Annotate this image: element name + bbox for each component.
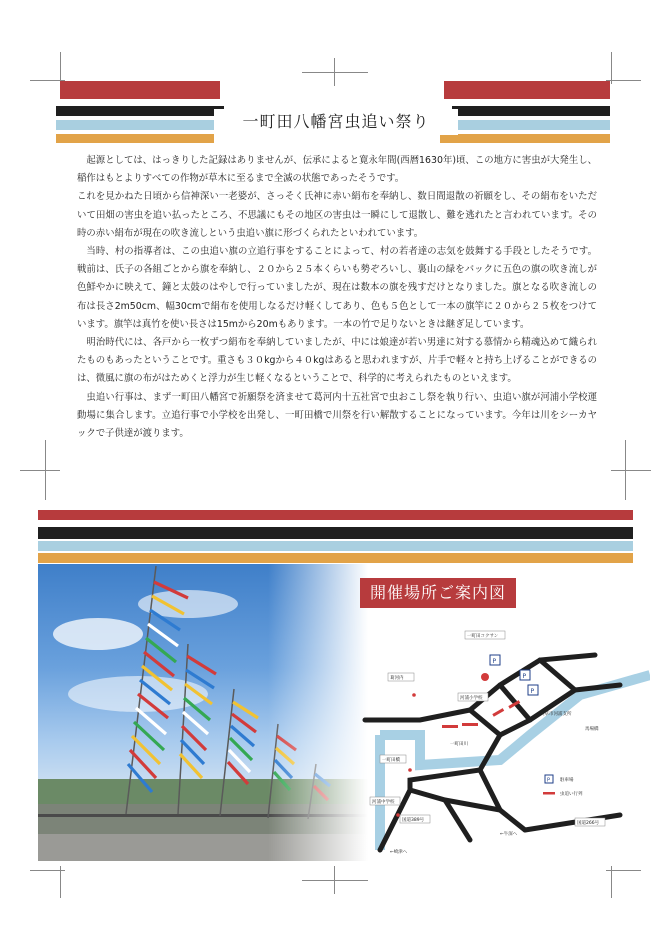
svg-text:P: P <box>530 688 535 695</box>
crop-mark <box>625 440 626 500</box>
header-stripe-orange-right <box>440 134 610 143</box>
map-label-bridge: 一町田橋 <box>382 758 400 763</box>
svg-text:P: P <box>522 673 527 680</box>
map-label-to-left: ←崎津へ <box>390 850 408 855</box>
access-map <box>350 615 650 865</box>
crop-mark <box>60 52 61 84</box>
map-label-bridge2: 馬場橋 <box>585 727 599 732</box>
svg-text:P: P <box>547 777 551 784</box>
map-label-route389: 国道389号 <box>402 818 425 823</box>
header-stripe-red-left <box>60 81 220 99</box>
map-label-office: 天草市河浦支所 <box>540 712 572 717</box>
header-stripe-blue-right <box>446 120 610 130</box>
crop-mark <box>611 866 612 898</box>
header-stripe-red-right <box>444 81 610 99</box>
crop-mark <box>611 52 612 84</box>
map-label-route266: 国道266号 <box>577 821 600 826</box>
map-label-to-right: ←牛深へ <box>500 832 518 837</box>
article-body <box>77 152 597 443</box>
marker <box>412 693 416 697</box>
divider-stripe-orange <box>38 553 633 563</box>
map-label-school: 河浦小学校 <box>460 696 483 701</box>
paragraph: 当時、村の指導者は、この虫追い旗の立追行事をすることによって、村の若者達の志気を鼓舞する手段としたそうです。戦前は、氏子の各組ごとから旗を奉納し、２０から２５本くらいも勢ぞろいし、裏山の緑をバックに五色の旗の吹き流しが色鮮やかに映えて、鐘と太鼓のはやしで行っていましたが、現在は数本の旗を残すだけとなりました。旗となる吹き流しの布は長さ2m50cm、幅30cmで絹布を使用しなるだけ軽くしてあり、色も５色として一本の旗竿に２０から２５枚をつけています。旗竿は真竹を使い長さは15mから20mもあります。一本の竹で足りないときは継ぎ足しています。 <box>77 246 597 330</box>
divider-stripe-blue <box>38 541 633 551</box>
paragraph: 明治時代には、各戸から一枚ずつ絹布を奉納していましたが、中には娘達が若い男達に対する慕情から精魂込めて織られたものもあったということです。重さも３０kgから４０kgはあると思われますが、片手で軽々と持ち上げることができるのは、微風に旗の布がはためくと浮力が生じ軽くなるということで、科学的に考えられたものといえます。 <box>77 337 597 385</box>
crop-mark <box>302 72 368 73</box>
svg-text:P: P <box>492 658 497 665</box>
paragraph: これを見かねた日頃から信神深い一老婆が、さっそく氏神に赤い絹布を奉納し、数日間退散の祈願をし、その絹布をいただいて田畑の害虫を追い払ったところ、不思議にもその地区の害虫は一瞬にして退散し、難を逃れたと言われています。その時の赤い絹布が現在の吹き流しという虫追い旗に形づくられたといわれています。 <box>77 191 597 239</box>
divider-stripe-black <box>38 527 633 539</box>
parking-icon <box>520 670 530 680</box>
map-title: 開催場所ご案内図 <box>360 578 516 608</box>
crop-mark <box>60 866 61 898</box>
paragraph: 起源としては、はっきりした記録はありませんが、伝承によると寛永年間(西暦1630年)頃、この地方に害虫が大発生し、稲作はもとよりすべての作物が草木に至るまで全滅の状態であったそうです。 <box>77 155 597 185</box>
crop-mark <box>20 470 60 471</box>
map-label-store: 一町田コクサン <box>467 634 499 639</box>
map-label-shrine: 葛河内 <box>390 676 404 681</box>
crop-mark <box>45 440 46 500</box>
crop-mark <box>334 58 335 86</box>
marker <box>408 768 412 772</box>
map-label-junior-high: 河浦中学校 <box>372 800 395 805</box>
header-stripe-black-right <box>452 106 610 116</box>
legend-route-label: 虫追い行列 <box>560 792 583 797</box>
page-title: 一町田八幡宮虫追い祭り <box>214 109 458 135</box>
header-stripe-blue-left <box>56 120 220 130</box>
marker <box>396 813 400 817</box>
map-label-river: 一町田川 <box>450 742 468 747</box>
map-legend <box>543 775 583 797</box>
festival-photo <box>38 564 368 861</box>
access-map-drawing <box>350 615 650 865</box>
header-stripe-black-left <box>56 106 224 116</box>
paragraph: 虫追い行事は、まず一町田八幡宮で祈願祭を済ませて葛河内十五社宮で虫おこし祭を執り行い、虫追い旗が河浦小学校運動場に集合します。立追行事で小学校を出発し、一町田橋で川祭を行い解散することになっています。今年は川をシーカヤックで子供達が渡ります。 <box>77 391 597 440</box>
header-stripe-orange-left <box>56 134 214 143</box>
shrine-marker <box>481 673 489 681</box>
divider-stripe-red <box>38 510 633 520</box>
parking-icon <box>528 685 538 695</box>
parking-icon <box>490 655 500 665</box>
legend-parking-label: 駐車場 <box>560 778 574 783</box>
crop-mark <box>334 866 335 894</box>
crop-mark <box>611 470 651 471</box>
crop-mark <box>302 880 368 881</box>
